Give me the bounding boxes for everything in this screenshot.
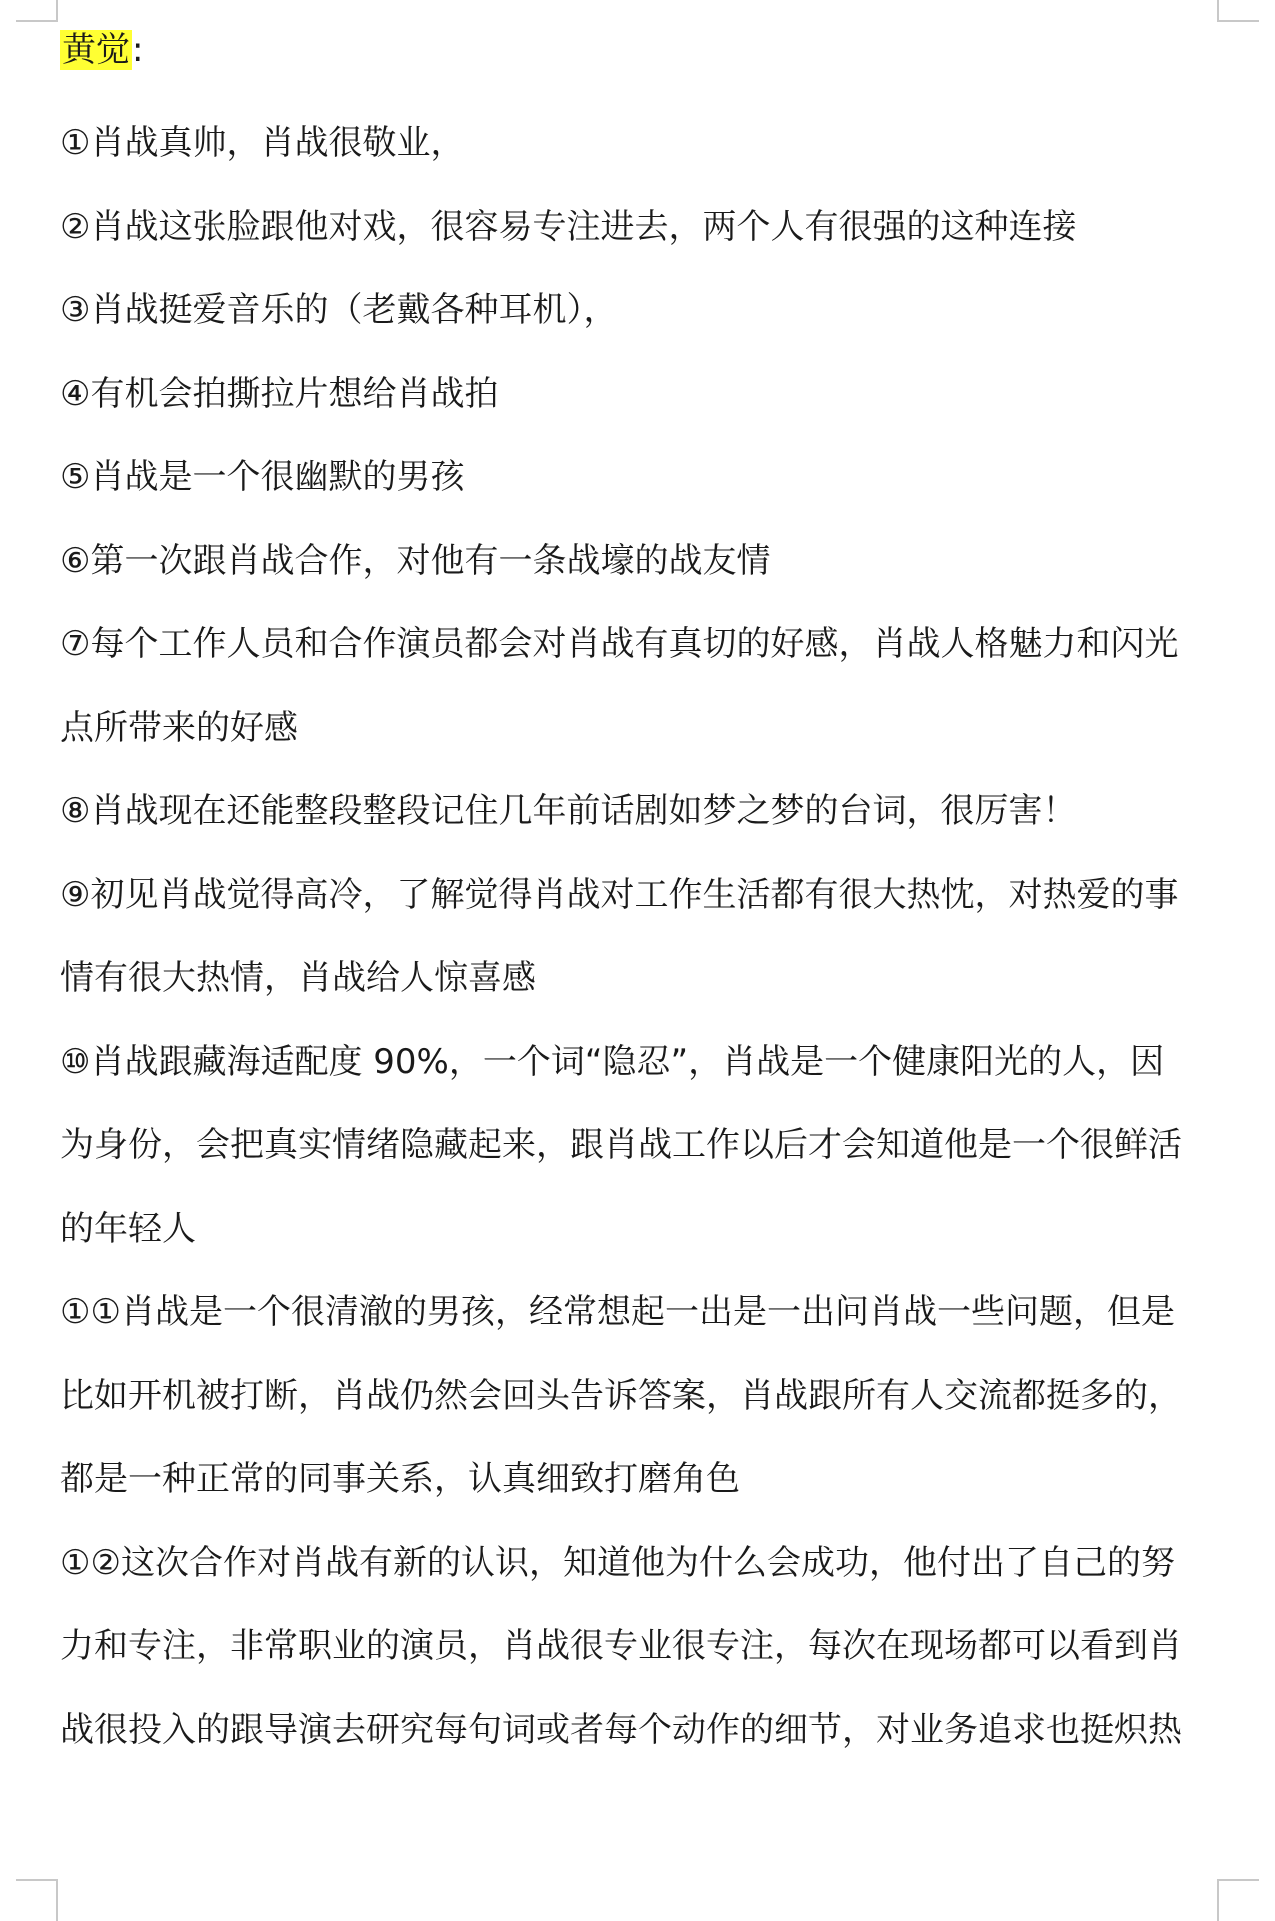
list-item-10: ⑩肖战跟藏海适配度 90%，一个词“隐忍”，肖战是一个健康阳光的人，因为身份，会把真实情绪隐藏起来，跟肖战工作以后才会知道他是一个很鲜活的年轻人 <box>60 1041 1182 1249</box>
list-item-4: ④有机会拍撕拉片想给肖战拍 <box>60 373 499 414</box>
page-corner-mark-top-right <box>1217 0 1259 22</box>
list-item-12: ①②这次合作对肖战有新的认识，知道他为什么会成功，他付出了自己的努力和专注，非常职业的演员，肖战很专业很专注，每次在现场都可以看到肖战很投入的跟导演去研究每句词或者每个动作的细节，对业务追求也挺炽热 <box>60 1542 1182 1750</box>
page-corner-mark-bottom-left <box>16 1879 58 1921</box>
list-item-6: ⑥第一次跟肖战合作，对他有一条战壕的战友情 <box>60 540 771 581</box>
document-body <box>60 20 1190 1772</box>
speaker-colon: : <box>132 30 144 70</box>
list-item-2: ②肖战这张脸跟他对戏，很容易专注进去，两个人有很强的这种连接 <box>60 206 1077 247</box>
list-item-8: ⑧肖战现在还能整段整段记住几年前话剧如梦之梦的台词，很厉害！ <box>60 791 1077 831</box>
list-item-9: ⑨初见肖战觉得高冷，了解觉得肖战对工作生活都有很大热忱，对热爱的事情有很大热情，肖战给人惊喜感 <box>60 874 1179 998</box>
list-item-11: ①①肖战是一个很清澈的男孩，经常想起一出是一出问肖战一些问题，但是比如开机被打断，肖战仍然会回头告诉答案，肖战跟所有人交流都挺多的，都是一种正常的同事关系，认真细致打磨角色 <box>60 1292 1182 1499</box>
speaker-name-highlighted: 黄觉 <box>62 30 130 70</box>
list-item-1: ①肖战真帅，肖战很敬业， <box>60 123 465 163</box>
list-item-7: ⑦每个工作人员和合作演员都会对肖战有真切的好感，肖战人格魅力和闪光点所带来的好感 <box>60 624 1179 748</box>
speaker-heading <box>60 20 1190 80</box>
page-corner-mark-bottom-right <box>1217 1879 1259 1921</box>
page-corner-mark-top-left <box>16 0 58 22</box>
list-item-5: ⑤肖战是一个很幽默的男孩 <box>60 457 465 497</box>
list-item-3: ③肖战挺爱音乐的（老戴各种耳机）， <box>60 290 618 330</box>
